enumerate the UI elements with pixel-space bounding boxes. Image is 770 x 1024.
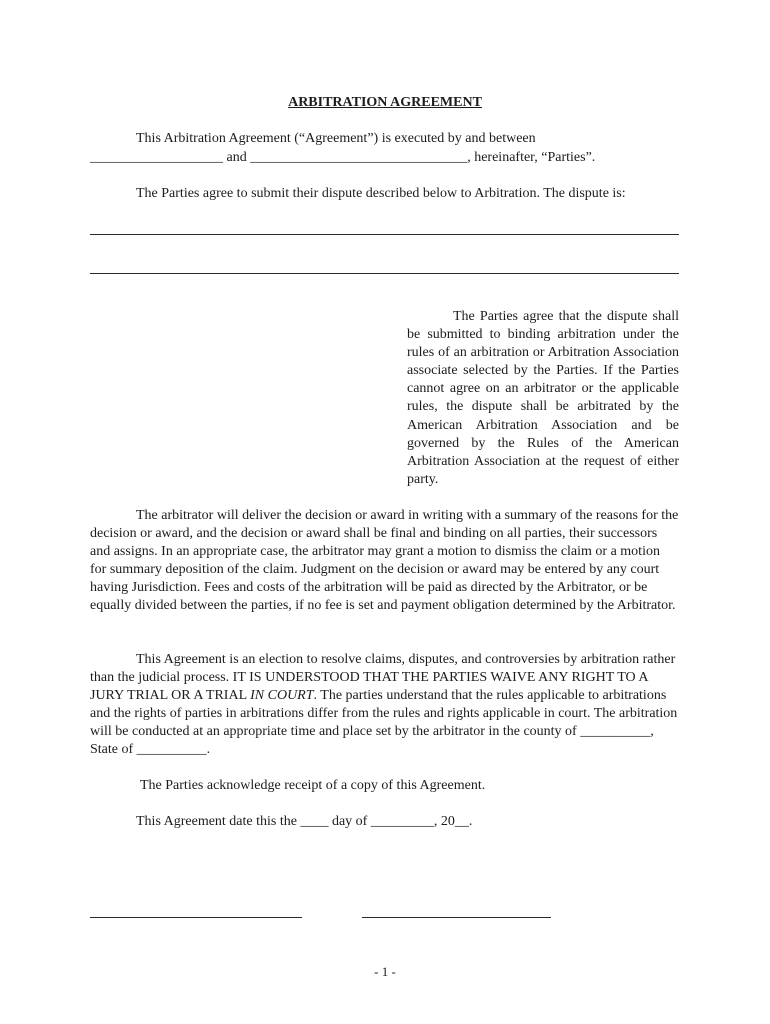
document-title: ARBITRATION AGREEMENT <box>288 95 482 110</box>
election-paragraph-text-1: This Agreement is an election to resolve claims, disputes, and controversies by arbitration rather than the judicial process. IT IS UNDERSTOOD THAT THE PARTIES WAIVE ANY RIGHT TO A JURY TRIAL OR A TRIAL <box>90 652 676 704</box>
election-paragraph-italic: IN COURT <box>250 688 314 704</box>
dispute-intro: The Parties agree to submit their dispute described below to Arbitration. The dispute is: <box>136 186 626 201</box>
acknowledgment-line: The Parties acknowledge receipt of a copy of this Agreement. <box>140 778 486 793</box>
intro-line-2-parties: ___________________ and _______________________________, hereinafter, “Parties”. <box>90 150 596 165</box>
agreement-date-line: This Agreement date this the ____ day of _________, 20__. <box>136 814 473 829</box>
decision-paragraph <box>90 507 679 616</box>
dispute-blank-line-2 <box>90 273 679 274</box>
binding-arbitration-clause <box>407 308 679 489</box>
binding-arbitration-text: The Parties agree that the dispute shall be submitted to binding arbitration under the rules of an arbitration or Arbitration Association associate selected by the Parties. If the Parties cannot agree on an arbitrator or the applicable rules, the dispute shall be arbitrated by the American Arbitration Association and be governed by the Rules of the American Arbitration Association at the request of either party. <box>407 309 679 487</box>
dispute-blank-line-1 <box>90 234 679 235</box>
decision-paragraph-text: The arbitrator will deliver the decision or award in writing with a summary of the reasons for the decision or award, and the decision or award shall be final and binding on all parties, their successors and assigns. In an appropriate case, the arbitrator may grant a motion to dismiss the claim or a motion for summary deposition of the claim. Judgment on the decision or award may be entered by any court having Jurisdiction. Fees and costs of the arbitration will be paid as directed by the Arbitrator, or be equally divided between the parties, if no fee is set and payment obligation determined by the Arbitrator. <box>90 508 679 614</box>
election-paragraph <box>90 651 679 760</box>
intro-line-1: This Arbitration Agreement (“Agreement”) is executed by and between <box>136 131 536 146</box>
signature-line-1 <box>90 917 302 918</box>
page-number: - 1 - <box>374 964 396 979</box>
election-paragraph-text-2: . The parties understand that the rules applicable to arbitrations and the rights of parties in arbitrations differ from the rules and rights applicable in court. The arbitration will be conducted at an appropriate time and place set by the arbitrator in the county of __________, State of __________. <box>90 688 678 758</box>
signature-line-2 <box>362 917 551 918</box>
